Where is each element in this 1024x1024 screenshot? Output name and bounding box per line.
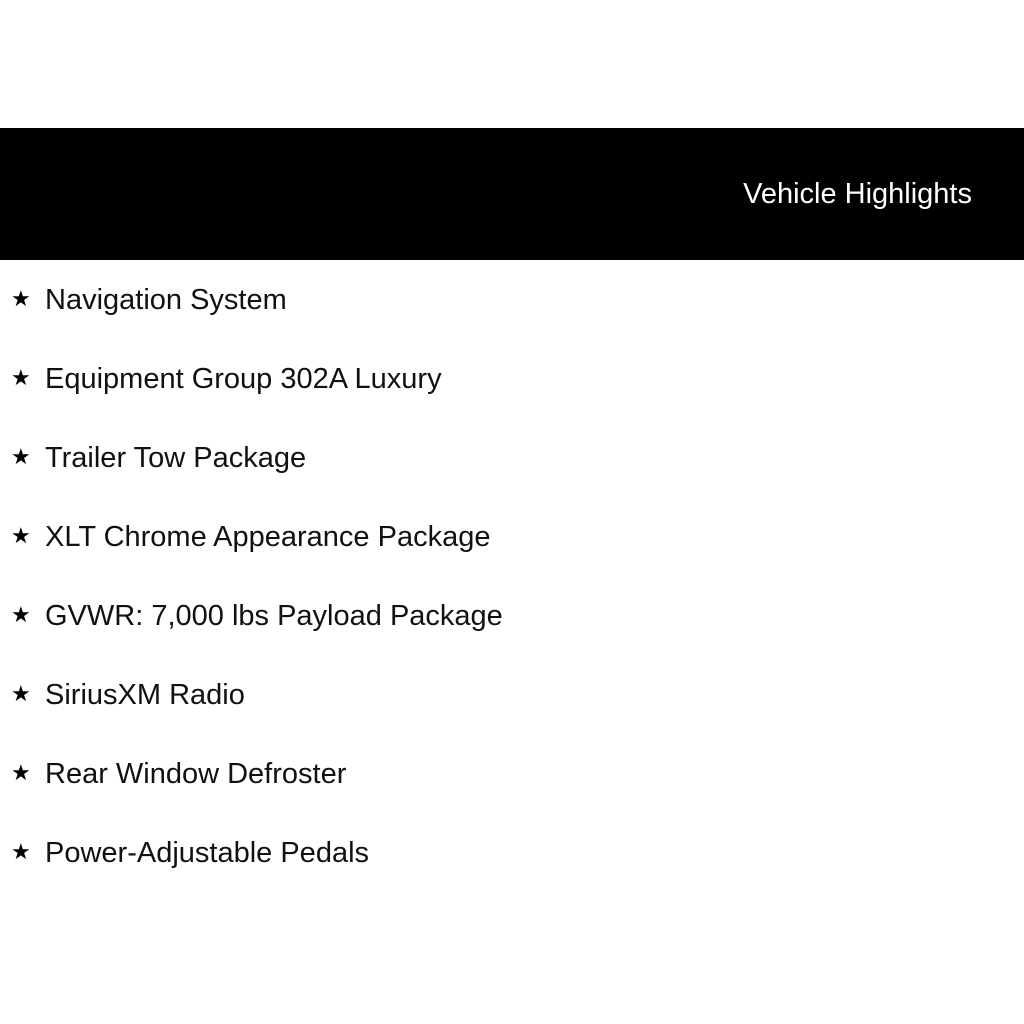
list-item (0, 519, 1024, 598)
highlight-label: XLT Chrome Appearance Package (45, 521, 491, 553)
list-item (0, 598, 1024, 677)
list-item (0, 361, 1024, 440)
list-item (0, 440, 1024, 519)
list-item (0, 756, 1024, 835)
star-icon: ★ (11, 761, 31, 786)
highlight-label: Navigation System (45, 284, 287, 316)
star-icon: ★ (11, 366, 31, 391)
highlight-label: Equipment Group 302A Luxury (45, 363, 442, 395)
page-title: Vehicle Highlights (743, 178, 972, 210)
star-icon: ★ (11, 682, 31, 707)
highlight-label: GVWR: 7,000 lbs Payload Package (45, 600, 503, 632)
highlight-label: SiriusXM Radio (45, 679, 245, 711)
highlights-list (0, 282, 1024, 914)
highlight-label: Rear Window Defroster (45, 758, 347, 790)
star-icon: ★ (11, 603, 31, 628)
list-item (0, 677, 1024, 756)
highlight-label: Power-Adjustable Pedals (45, 837, 370, 869)
header-band (0, 128, 1024, 260)
star-icon: ★ (11, 840, 31, 865)
highlight-label: Trailer Tow Package (45, 442, 307, 474)
star-icon: ★ (11, 445, 31, 470)
star-icon: ★ (11, 287, 31, 312)
list-item (0, 282, 1024, 361)
list-item (0, 835, 1024, 914)
star-icon: ★ (11, 524, 31, 549)
